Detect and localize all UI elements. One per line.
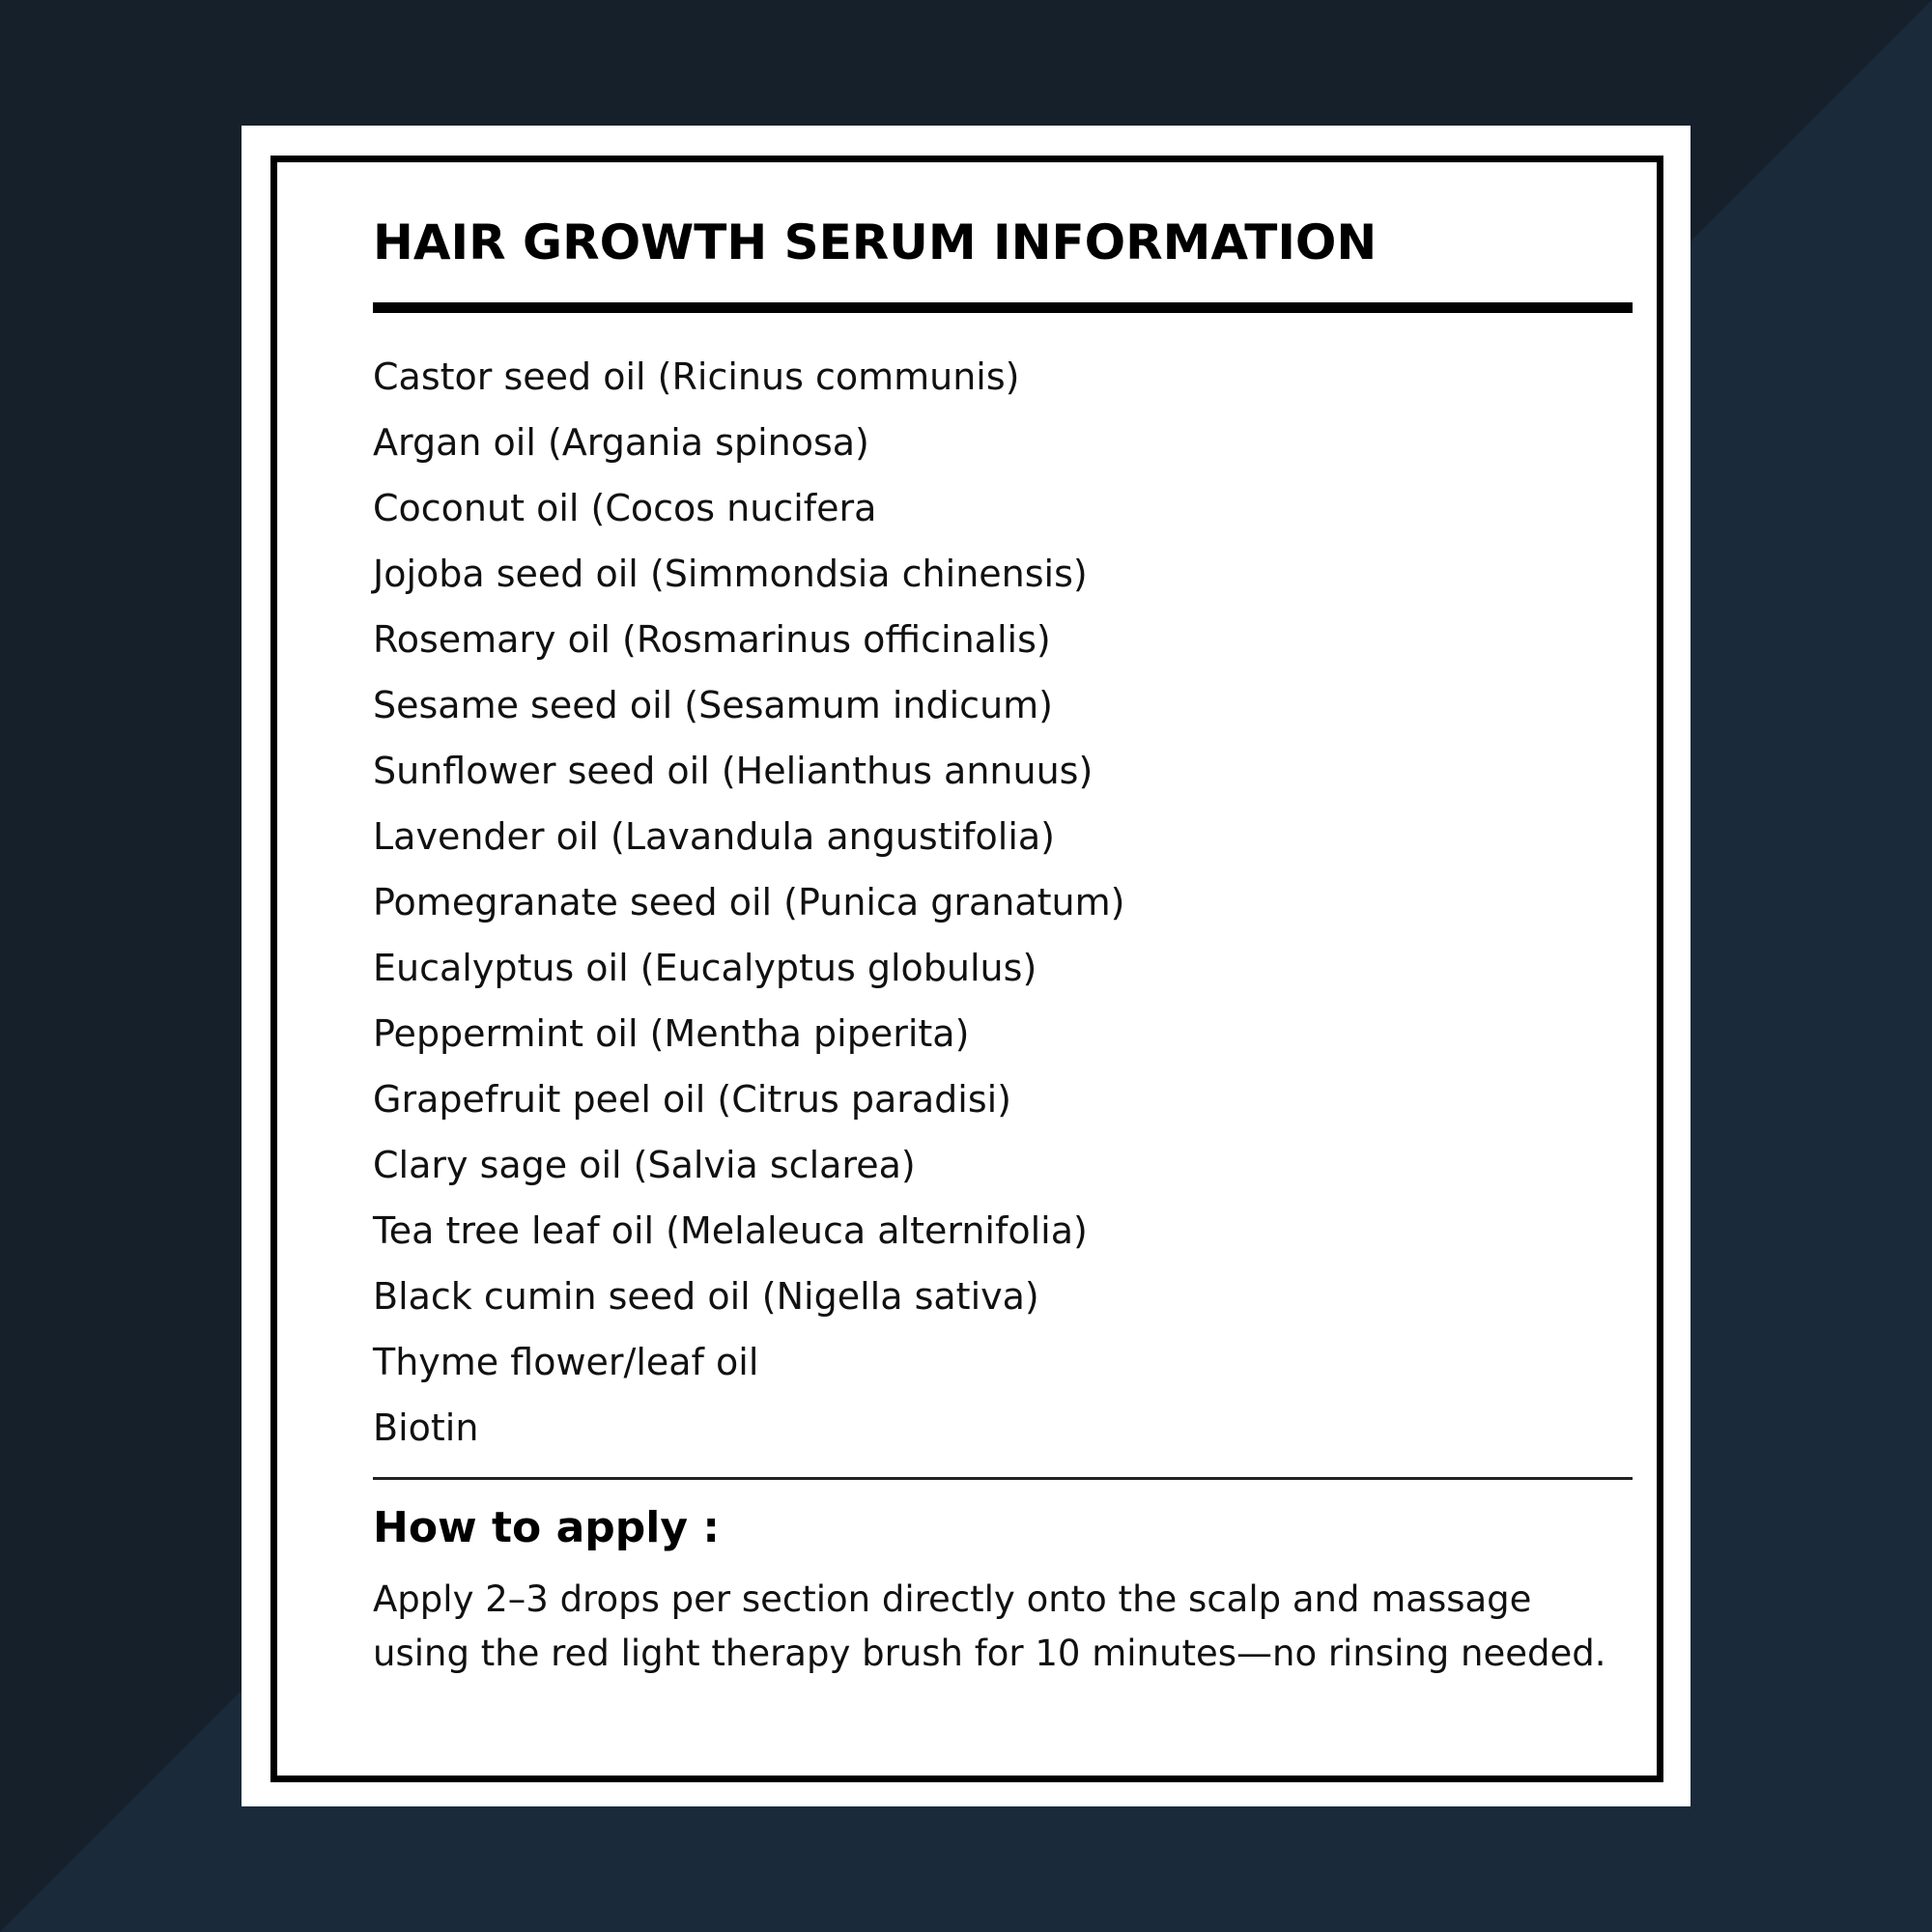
ingredient-item: Sunflower seed oil (Helianthus annuus) [373, 750, 1094, 792]
ingredient-item: Black cumin seed oil (Nigella sativa) [373, 1275, 1039, 1318]
ingredient-item: Peppermint oil (Mentha piperita) [373, 1012, 970, 1055]
ingredient-item: Tea tree leaf oil (Melaleuca alternifolia) [373, 1209, 1088, 1252]
how-to-apply-text: Apply 2–3 drops per section directly onto the scalp and massage using the red light therapy brush for 10 minutes—no rinsing needed. [373, 1578, 1606, 1674]
ingredient-item: Jojoba seed oil (Simmondsia chinensis) [373, 553, 1088, 595]
ingredient-item: Coconut oil (Cocos nucifera [373, 487, 877, 529]
ingredient-list [373, 344, 1124, 1461]
ingredient-item: Biotin [373, 1406, 479, 1449]
ingredient-item: Pomegranate seed oil (Punica granatum) [373, 881, 1125, 923]
how-to-apply-heading: How to apply : [373, 1503, 720, 1552]
info-card-frame [270, 156, 1663, 1782]
section-divider [373, 1477, 1633, 1480]
ingredient-item: Argan oil (Argania spinosa) [373, 421, 869, 464]
ingredient-item: Castor seed oil (Ricinus communis) [373, 355, 1020, 398]
ingredient-item: Eucalyptus oil (Eucalyptus globulus) [373, 947, 1037, 989]
ingredient-item: Rosemary oil (Rosmarinus officinalis) [373, 618, 1051, 661]
title-underline-rule [373, 302, 1633, 313]
ingredient-item: Lavender oil (Lavandula angustifolia) [373, 815, 1056, 858]
info-card [242, 126, 1690, 1806]
ingredient-item: Sesame seed oil (Sesamum indicum) [373, 684, 1054, 726]
ingredient-item: Clary sage oil (Salvia sclarea) [373, 1144, 916, 1186]
document-title: HAIR GROWTH SERUM INFORMATION [373, 214, 1378, 270]
ingredient-item: Grapefruit peel oil (Citrus paradisi) [373, 1078, 1012, 1121]
ingredient-item: Thyme flower/leaf oil [373, 1341, 759, 1383]
